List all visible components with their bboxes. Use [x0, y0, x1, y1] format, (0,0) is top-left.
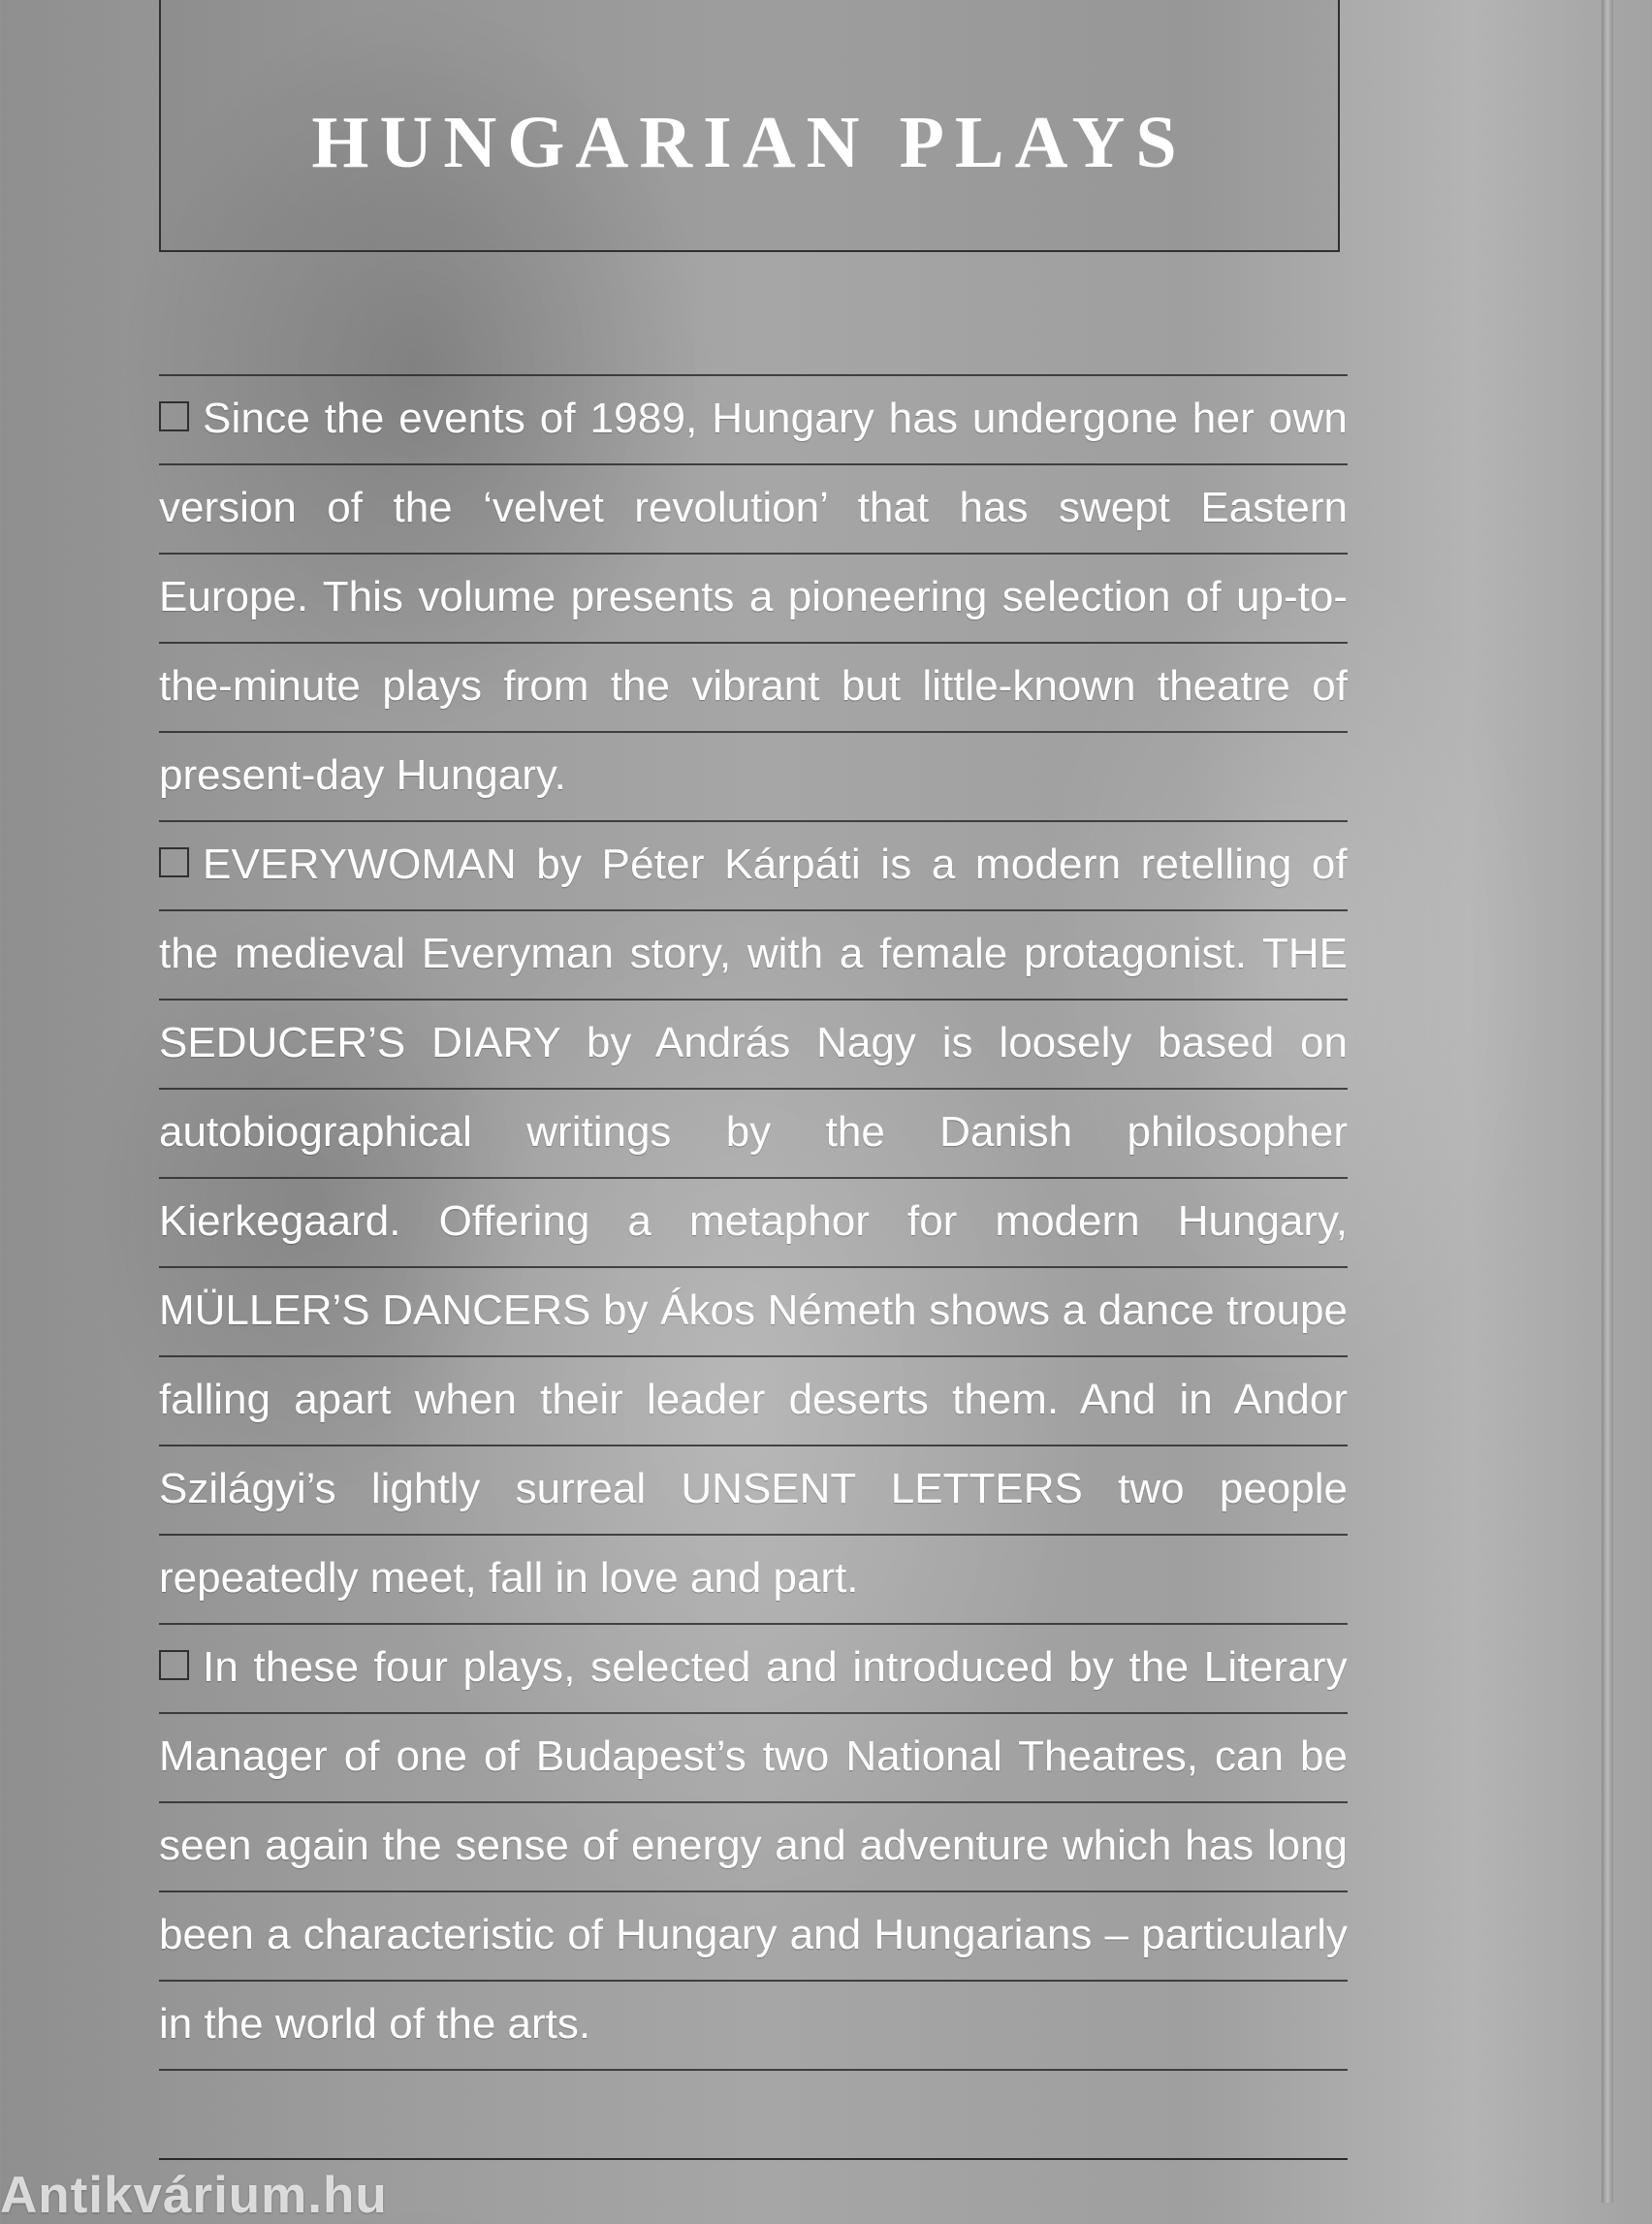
book-spine-edge: [1602, 0, 1613, 2203]
book-title: HUNGARIAN PLAYS: [311, 101, 1188, 183]
blurb-paragraph-1-text: Since the events of 1989, Hungary has undergone her own version of the ‘velvet revolution’ that has swept Eastern Europe. This volume presents a pioneering selection of up-to-the-minute plays from the vibrant but little-known theatre of present-day Hungary.: [159, 395, 1348, 799]
blurb-paragraph-3: [159, 1623, 1348, 2069]
blurb-paragraph-2-text: EVERYWOMAN by Péter Kárpáti is a modern retelling of the medieval Everyman story, with a female protagonist. THE SEDUCER’S DIARY by András Nagy is loosely based on autobiographical writings by the Danish philosopher Kierkegaard. Offering a metaphor for modern Hungary, MÜLLER’S DANCERS by Ákos Németh shows a dance troupe falling apart when their leader deserts them. And in Andor Szilágyi’s lightly surreal UNSENT LETTERS two people repeatedly meet, fall in love and part.: [159, 841, 1348, 1602]
watermark-text: Antikvárium.hu: [0, 2167, 388, 2224]
open-square-bullet-icon: [159, 401, 189, 431]
blurb-paragraph-3-text: In these four plays, selected and introduced by the Literary Manager of one of Budapest’s two National Theatres, can be seen again the sense of energy and adventure which has long been a characteristic of Hungary and Hungarians – particularly in the world of the arts.: [159, 1643, 1348, 2048]
open-square-bullet-icon: [159, 1650, 189, 1680]
open-square-bullet-icon: [159, 847, 189, 877]
blurb-paragraph-1: [159, 374, 1348, 820]
blurb-paragraph-2: [159, 820, 1348, 1623]
back-cover-blurb: [159, 374, 1348, 2160]
title-panel: [159, 0, 1340, 252]
